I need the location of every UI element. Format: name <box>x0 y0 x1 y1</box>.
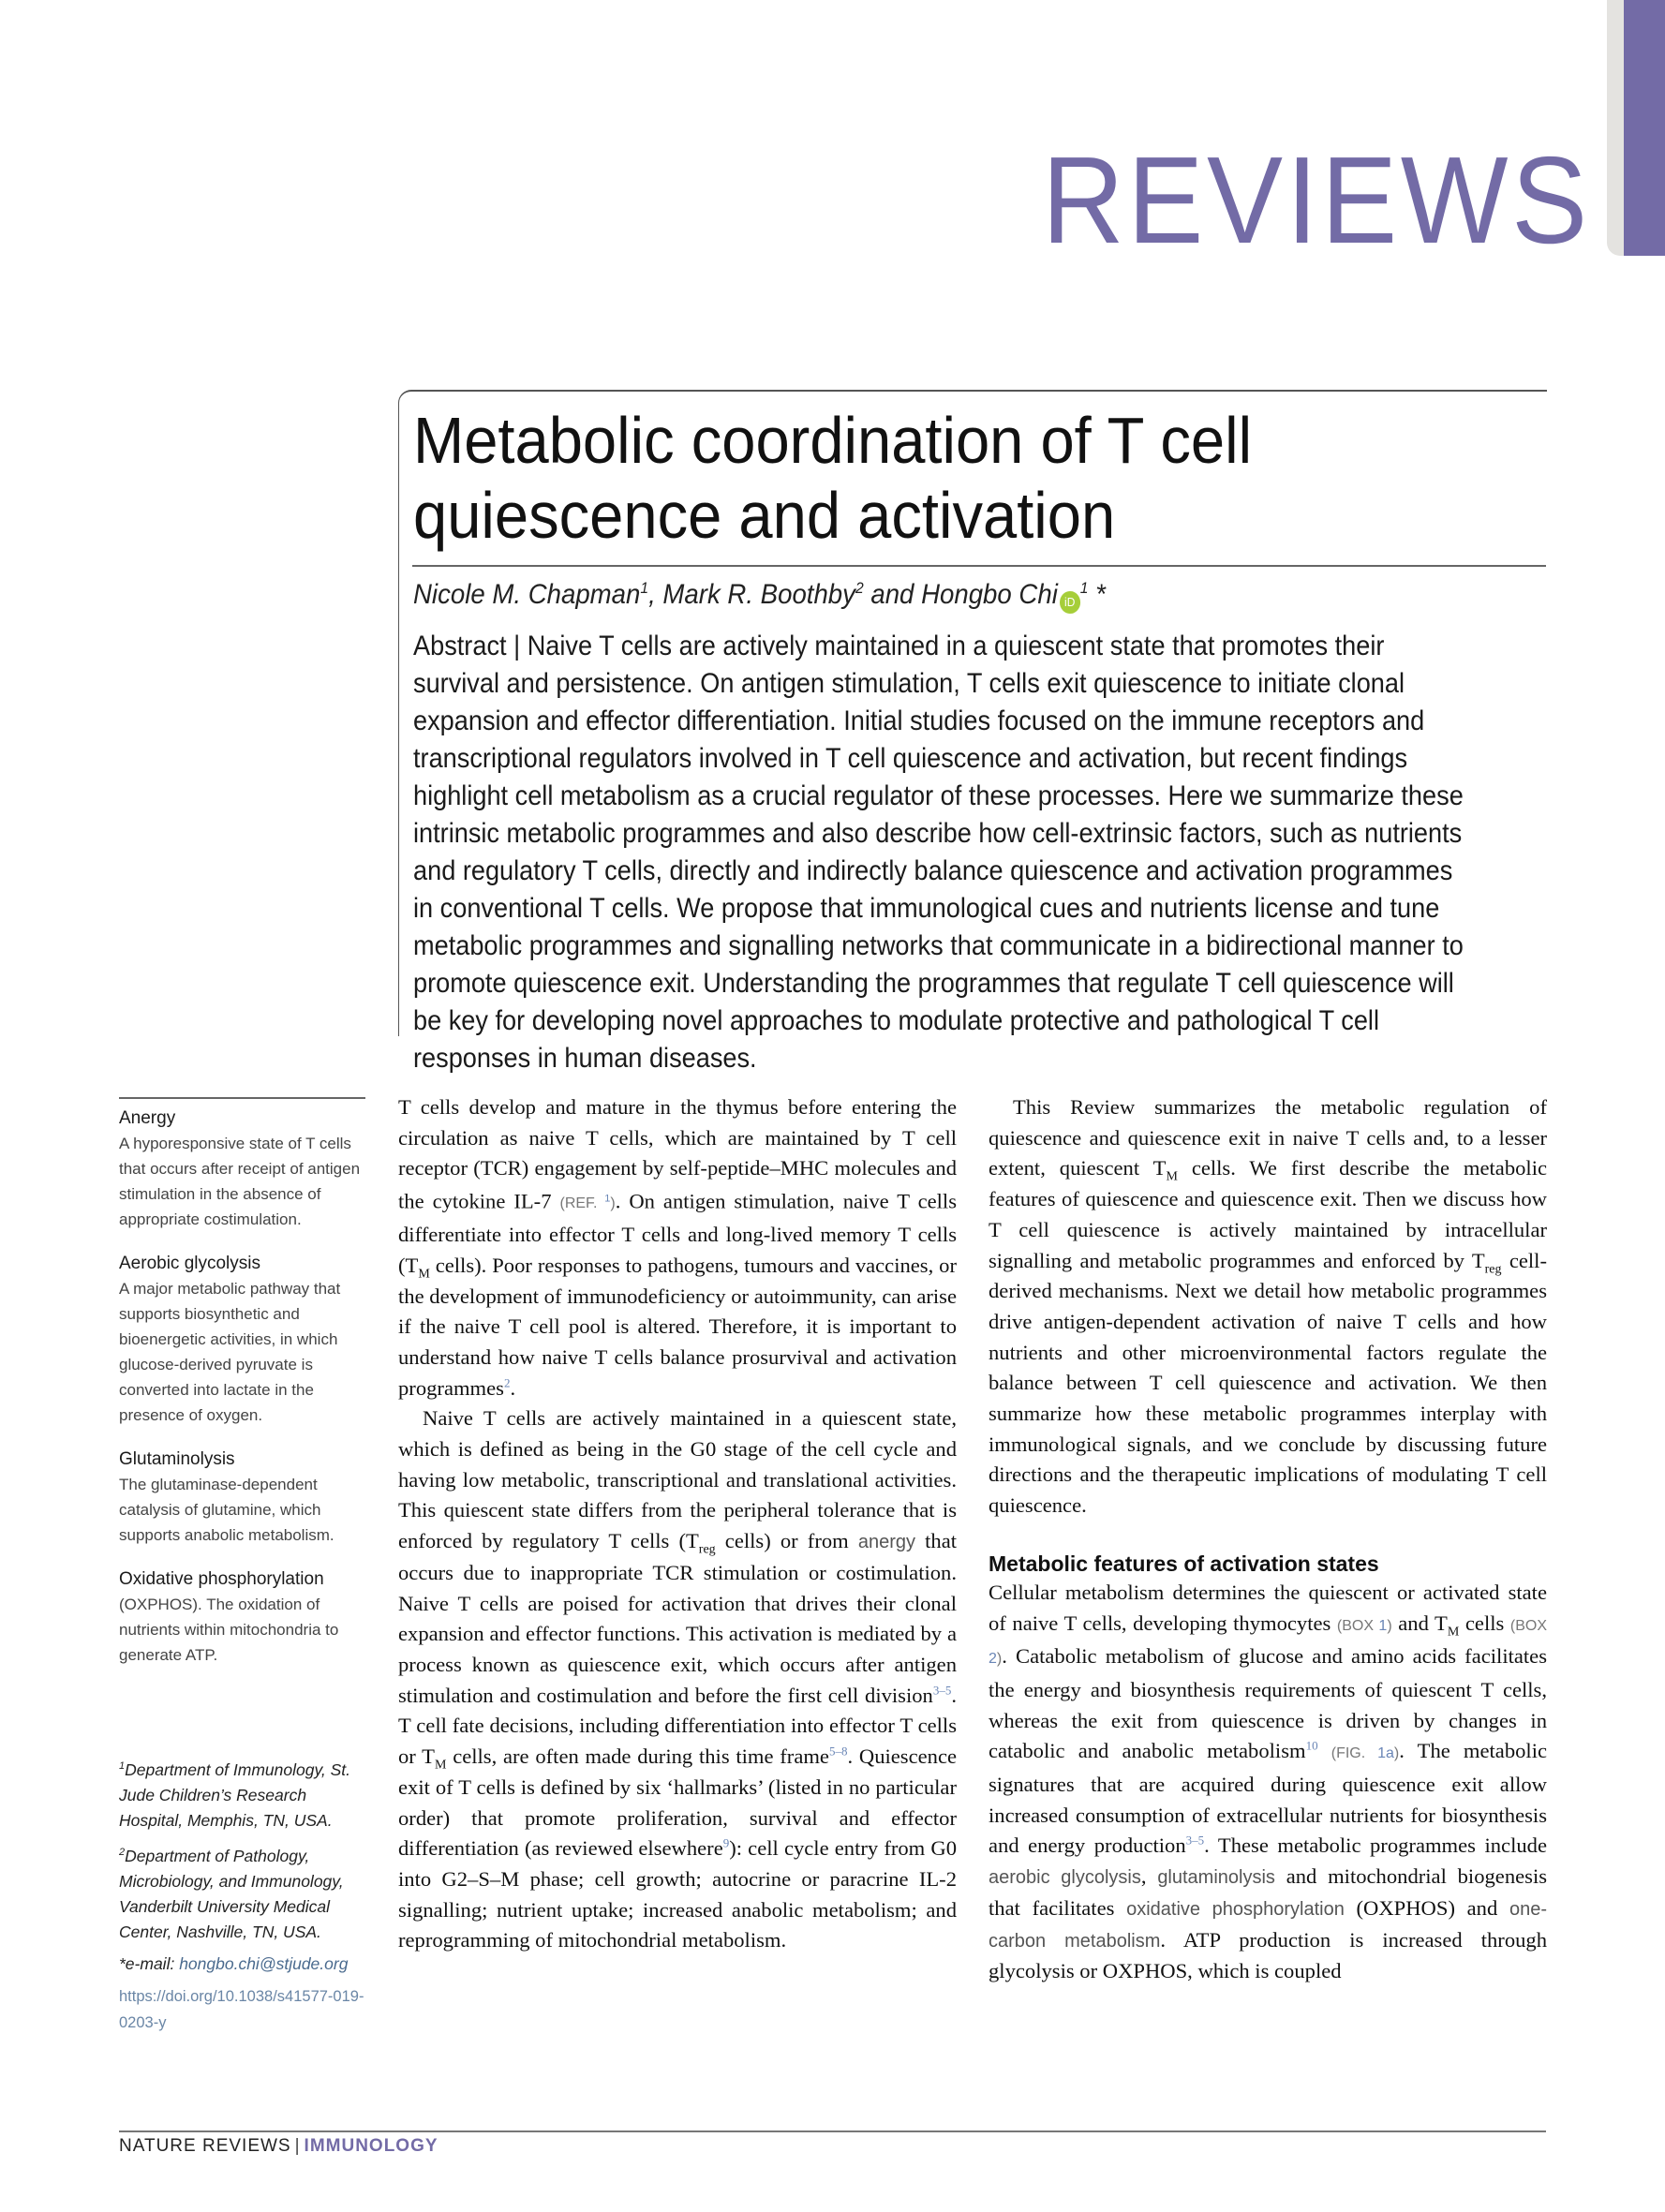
orcid-icon[interactable]: iD <box>1060 591 1080 614</box>
section-heading: Metabolic features of activation states <box>989 1551 1379 1576</box>
glossary-item <box>119 1251 372 1428</box>
text-run: . ATP production is increased through glycolysis or OXPHOS, which is coupled <box>989 1927 1548 1983</box>
xref-close: ) <box>610 1195 616 1212</box>
affiliation-marker: 1 <box>640 579 649 597</box>
xref-close: ) <box>996 1651 1003 1668</box>
subscript: M <box>1447 1625 1460 1640</box>
affiliation-text: Department of Pathology, Microbiology, and Immunology, Vanderbilt University Medical Center, Nashville, TN, USA. <box>119 1846 344 1941</box>
paragraph <box>989 1578 1547 1987</box>
affiliation-marker: 1 <box>1079 579 1089 597</box>
abstract-divider: | <box>506 631 528 661</box>
glossary-term: Anergy <box>119 1108 176 1128</box>
email-link[interactable]: hongbo.chi@stjude.org <box>179 1953 349 1973</box>
text-run: T cells develop and mature in the thymus before entering the circulation as naive T cells, which are maintained by T cell receptor (TCR) engagement by self-peptide–MHC molecules and the cytokine IL-7 <box>398 1095 957 1213</box>
publisher-name: NATURE REVIEWS <box>119 2136 291 2156</box>
figure-link[interactable] <box>1331 1745 1400 1761</box>
section-label: REVIEWS <box>1042 131 1591 269</box>
text-run: . These metabolic programmes include <box>1204 1833 1547 1858</box>
glossary-link-glutaminolysis[interactable]: glutaminolysis <box>1157 1867 1275 1889</box>
affiliations <box>119 1754 372 2042</box>
xref-number: 2 <box>989 1651 997 1668</box>
glossary-definition: The glutaminase-dependent catalysis of glutamine, which supports anabolic metabolism. <box>119 1476 334 1544</box>
author-name[interactable]: Hongbo Chi <box>921 579 1058 610</box>
text-run: (OXPHOS) and <box>1344 1895 1509 1920</box>
xref-label: (BOX <box>1336 1617 1379 1634</box>
text-run: cells) or from <box>715 1529 858 1553</box>
text-run: cells). Poor responses to pathogens, tumours and vaccines, or the development of immunodeficiency or autoimmunity, can arise if the naive T cell pool is altered. Therefore, it is important to understand how naive T cells balance prosurvival and activation programmes <box>398 1253 957 1400</box>
text-run: cell-derived mechanisms. Next we detail how metabolic programmes drive antigen-dependent activation of naive T cells and how nutrients and other microenvironmental factors regulate the balance between T cell quiescence and activation. We then summarize how these metabolic programmes interplay with immunological signals, and we conclude by discussing future directions and the therapeutic implications of modulating T cell quiescence. <box>989 1248 1547 1518</box>
text-run: . Quiescence exit of T cells is defined by six ‘hallmarks’ (listed in no particular order) that promote proliferation, survival and effector differentiation (as reviewed elsewhere <box>398 1744 957 1861</box>
affiliation-text: Department of Immunology, St. Jude Children’s Research Hospital, Memphis, TN, USA. <box>119 1759 351 1830</box>
glossary-link-oxidative-phosphorylation[interactable]: oxidative phosphorylation <box>1126 1898 1345 1920</box>
affiliation-marker: 2 <box>855 579 864 597</box>
xref-number: 1a <box>1377 1745 1394 1762</box>
author-name[interactable]: Nicole M. Chapman <box>413 579 641 610</box>
citation-link[interactable]: 9 <box>722 1835 730 1850</box>
glossary-definition: (OXPHOS). The oxidation of nutrients within mitochondria to generate ATP. <box>119 1596 339 1664</box>
corresponding-author-marker: * <box>1095 579 1106 610</box>
text-run: cells. We first describe the metabolic features of quiescence and quiescence exit. Then we discuss how T cell quiescence is actively maintained by intracellular signalling and metabolic programmes and enforced by T <box>989 1156 1547 1272</box>
text-run <box>1318 1739 1331 1762</box>
page-footer <box>119 2136 439 2157</box>
citation-link[interactable]: 3–5 <box>1185 1833 1205 1848</box>
text-run: Cellular metabolism determines the quiescent or activated state of naive T cells, developing thymocytes <box>989 1580 1547 1635</box>
author-separator: , <box>648 579 663 610</box>
author-list <box>413 579 1106 614</box>
xref-label: (FIG. <box>1331 1745 1378 1762</box>
glossary-term: Glutaminolysis <box>119 1449 235 1469</box>
glossary-term: Aerobic glycolysis <box>119 1254 260 1273</box>
glossary-link-one-carbon-metabolism[interactable]: one-carbon metabolism <box>989 1898 1547 1952</box>
glossary-term: Oxidative phosphorylation <box>119 1569 324 1589</box>
subscript: reg <box>1484 1262 1502 1277</box>
paragraph <box>398 1403 957 1956</box>
body-column-left <box>398 1092 957 1956</box>
footer-divider <box>119 2130 1546 2132</box>
text-run: This Review summarizes the metabolic regulation of quiescence and quiescence exit in naive T cells and, to a lesser extent, quiescent T <box>989 1095 1547 1180</box>
text-run: ): cell cycle entry from G0 into G2–S–M phase; cell growth; autocrine or paracrine IL-2 signalling; nutrient uptake; increased anabolic metabolism; and reprogramming of mitochondrial metabolism. <box>398 1836 957 1952</box>
affiliation <box>119 1840 372 1945</box>
paragraph <box>398 1092 957 1403</box>
text-run: . Catabolic metabolism of glucose and amino acids facilitates the energy and biosynthesis requirements of quiescent T cells, whereas the exit from quiescence is driven by changes in catabolic and anabolic metabolism <box>989 1644 1547 1763</box>
abstract-text: Naive T cells are actively maintained in a quiescent state that promotes their survival and persistence. On antigen stimulation, T cells exit quiescence to initiate clonal expansion and effector differentiation. Initial studies focused on the immune receptors and transcriptional regulators involved in T cell quiescence and activation, but recent findings highlight cell metabolism as a crucial regulator of these processes. Here we summarize these intrinsic metabolic programmes and also describe how cell-extrinsic factors, such as nutrients and regulatory T cells, directly and indirectly balance quiescence and activation programmes in conventional T cells. We propose that immunological cues and nutrients license and tune metabolic programmes and signalling networks that communicate in a bidirectional manner to promote quiescence exit. Understanding the programmes that regulate T cell quiescence will be key for developing novel approaches to modulate protective and pathological T cell responses in human diseases. <box>413 631 1464 1074</box>
doi-link[interactable]: https://doi.org/10.1038/s41577-019-0203-y <box>119 1987 364 2031</box>
glossary-definition: A major metabolic pathway that supports biosynthetic and bioenergetic activities, in which glucose-derived pyruvate is converted into lactate in the presence of oxygen. <box>119 1280 341 1424</box>
subscript: M <box>418 1267 430 1282</box>
citation-link[interactable]: 3–5 <box>932 1683 952 1698</box>
subscript: reg <box>698 1542 716 1557</box>
xref-label: (REF. <box>559 1195 605 1212</box>
xref-number: 1 <box>604 1194 611 1206</box>
glossary-definition: A hyporesponsive state of T cells that occurs after receipt of antigen stimulation in the absence of appropriate costimulation. <box>119 1135 361 1228</box>
email-label: *e-mail: <box>119 1953 180 1973</box>
xref-close: ) <box>1393 1745 1400 1762</box>
text-run: . <box>510 1375 516 1400</box>
text-run: Naive T cells are actively maintained in a quiescent state, which is defined as being in the G0 stage of the cell cycle and having low metabolic, transcriptional and translational activities. This quiescent state differs from the peripheral tolerance that is enforced by regulatory T cells (T <box>398 1406 957 1553</box>
subscript: M <box>434 1758 447 1773</box>
title-divider <box>412 565 1546 567</box>
journal-name: IMMUNOLOGY <box>304 2136 439 2156</box>
paragraph <box>989 1092 1547 1522</box>
glossary-item <box>119 1447 372 1548</box>
text-run: cells, are often made during this time frame <box>446 1744 829 1769</box>
glossary <box>119 1106 372 1686</box>
doi <box>119 1983 372 2036</box>
glossary-item <box>119 1106 372 1232</box>
footer-divider-bar: | <box>294 2136 301 2156</box>
affiliation-number: 2 <box>119 1846 126 1858</box>
text-run: cells <box>1459 1611 1510 1635</box>
citation-link[interactable]: 5–8 <box>828 1744 848 1759</box>
text-run: . The metabolic signatures that are acquired during quiescence exit allow increased consumption of extracellular nutrients for biosynthesis and energy production <box>989 1739 1548 1858</box>
citation-link[interactable]: 2 <box>503 1375 511 1390</box>
glossary-link-aerobic-glycolysis[interactable]: aerobic glycolysis <box>989 1867 1141 1889</box>
side-tab <box>1624 0 1665 256</box>
text-run: and T <box>1391 1611 1448 1635</box>
xref-close: ) <box>1387 1617 1392 1634</box>
author-name[interactable]: Mark R. Boothby <box>662 579 855 610</box>
abstract-label: Abstract <box>413 631 507 661</box>
affiliation-number: 1 <box>119 1760 126 1772</box>
glossary-divider <box>119 1097 365 1099</box>
affiliation <box>119 1754 372 1833</box>
xref-label: (BOX <box>1509 1617 1548 1634</box>
xref-number: 1 <box>1378 1617 1388 1634</box>
glossary-link-anergy[interactable]: anergy <box>857 1532 915 1553</box>
text-run: and mitochondrial biogenesis that facilitates <box>989 1864 1548 1920</box>
text-run: . T cell fate decisions, including differentiation into effector T cells or T <box>398 1683 957 1769</box>
reference-link[interactable] <box>559 1195 615 1211</box>
glossary-item <box>119 1566 372 1668</box>
author-separator: and <box>863 579 922 610</box>
text-run: . On antigen stimulation, naive T cells differentiate into effector T cells and long-lived memory T cells (T <box>398 1189 957 1277</box>
contact-email <box>119 1952 372 1977</box>
text-run: , <box>1140 1864 1158 1889</box>
abstract <box>413 628 1474 1077</box>
box-link[interactable] <box>1337 1618 1392 1634</box>
article-title: Metabolic coordination of T cell quiescence and activation <box>413 404 1253 552</box>
subscript: M <box>1166 1169 1178 1184</box>
body-column-right <box>989 1092 1547 1987</box>
text-run: that occurs due to inappropriate TCR stimulation or costimulation. Naive T cells are poised for activation that drives their clonal expansion and effector functions. This activation is mediated by a process known as quiescence exit, which occurs after antigen stimulation and costimulation and before the first cell division <box>398 1529 958 1707</box>
citation-link[interactable]: 10 <box>1305 1738 1318 1753</box>
